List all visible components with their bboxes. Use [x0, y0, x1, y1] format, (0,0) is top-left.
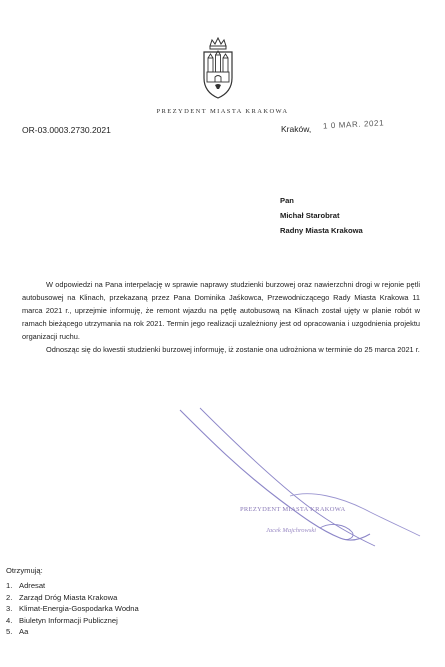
signature-stamp-title: PREZYDENT MIASTA KRAKOWA	[240, 506, 346, 513]
signature-stamp-name: Jacek Majchrowski	[266, 527, 317, 534]
krakow-coat-of-arms-icon	[198, 36, 238, 100]
letter-body	[22, 278, 420, 356]
list-item-label: Biuletyn Informacji Publicznej	[19, 615, 118, 625]
list-item	[6, 603, 139, 615]
recipients-heading: Otrzymują:	[6, 566, 43, 575]
list-item	[6, 615, 139, 627]
addressee-salutation: Pan	[280, 196, 294, 205]
body-paragraph: W odpowiedzi na Pana interpelację w sprawie naprawy studzienki burzowej oraz nawierzchni drogi w rejonie pętli autobusowej na Klinach, przekazaną przez Pana Dominika Jaśkowca, Przewodniczącego Rady Miasta Krakowa 11 marca 2021 r., uprzejmie informuję, że remont wjazdu na pętlę autobusową na Klinach został ujęty w planie robót w ramach bieżącego utrzymania na rok 2021. Termin jego realizacji uzależniony jest od opracowania i uzgodnienia projektu organizacji ruchu.	[22, 280, 420, 341]
list-item-label: Klimat-Energia-Gospodarka Wodna	[19, 604, 139, 613]
list-item-label: Zarząd Dróg Miasta Krakowa	[19, 592, 118, 602]
addressee-name: Michał Starobrat	[280, 211, 340, 220]
list-item-number: 4.	[6, 615, 13, 625]
list-item	[6, 592, 139, 604]
list-item-number: 2.	[6, 592, 13, 602]
addressee-block	[280, 193, 363, 238]
list-item-number: 5.	[6, 627, 13, 636]
body-paragraph: Odnosząc się do kwestii studzienki burzowej informuję, iż zostanie ona udrożniona w terminie do 25 marca 2021 r.	[46, 345, 420, 354]
place-label: Kraków,	[281, 124, 312, 134]
recipients-list	[6, 580, 139, 638]
date-stamp: 1 0 MAR. 2021	[322, 118, 385, 131]
signature-icon	[170, 400, 430, 560]
addressee-title: Radny Miasta Krakowa	[280, 226, 363, 235]
list-item-number: 3.	[6, 604, 13, 613]
list-item-number: 1.	[6, 581, 13, 590]
list-item	[6, 626, 139, 638]
letterhead-title: PREZYDENT MIASTA KRAKOWA	[156, 108, 289, 115]
list-item-label: Adresat	[19, 581, 46, 590]
reference-number: OR-03.0003.2730.2021	[22, 125, 111, 135]
list-item-label: Aa	[19, 627, 29, 636]
list-item	[6, 580, 139, 592]
